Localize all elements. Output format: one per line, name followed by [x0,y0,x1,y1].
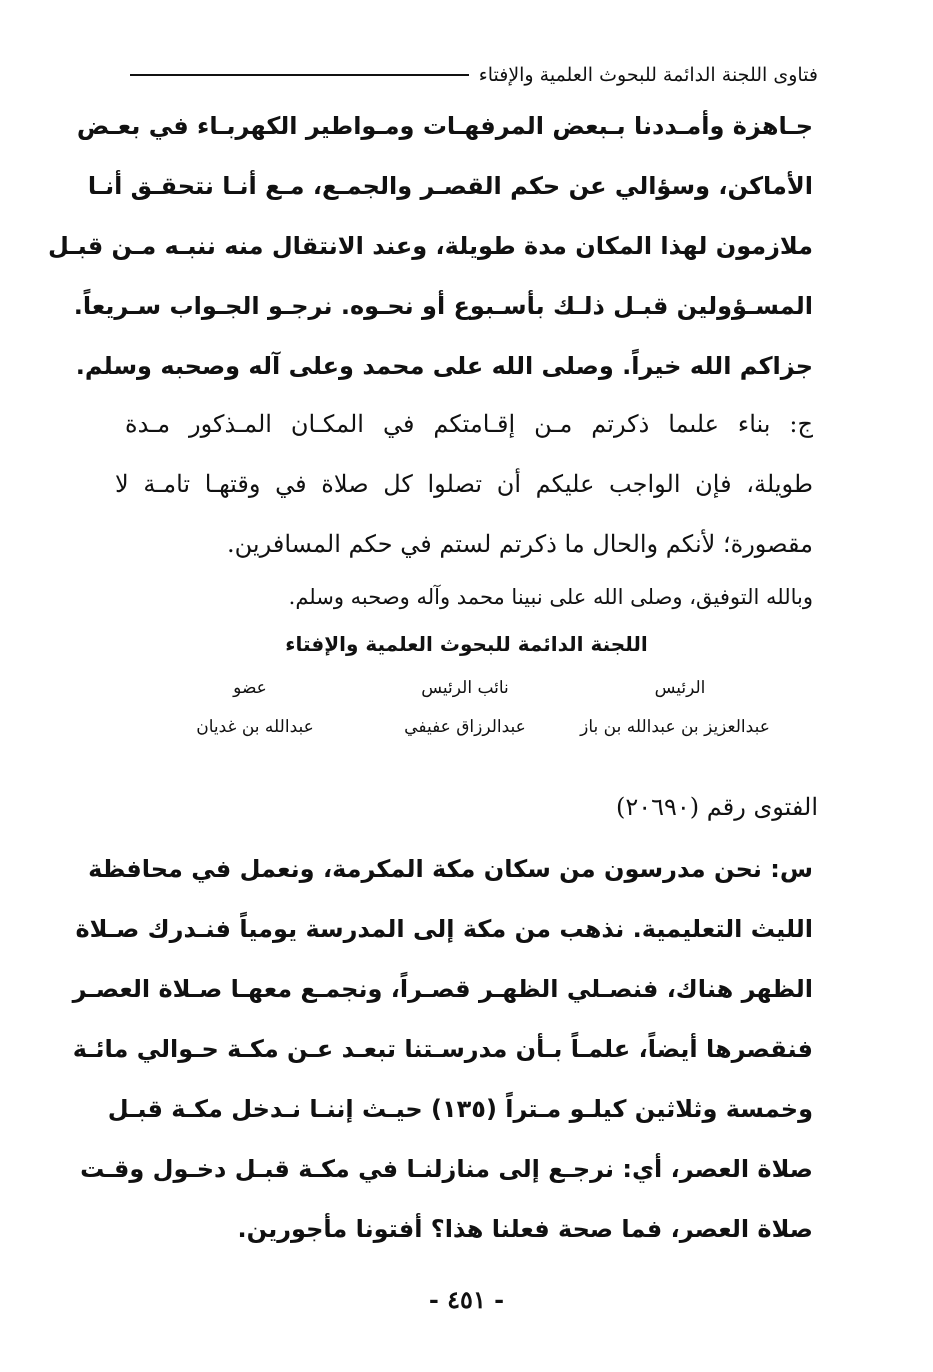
signature-titles [150,678,780,698]
question1-line: جزاكم الله خيراً. وصلى الله على محمد وعلى آله وصحبه وسلم. [75,352,813,380]
question1-line: جـاهزة وأمـددنا بـبعض المرفهـات ومـواطير الكهربـاء في بعـض [76,112,813,140]
signature-names [150,717,780,737]
question2-line: صلاة العصر، أي: نرجـع إلى منازلنـا في مكـة قبـل دخـول وقـت [80,1155,813,1183]
title-vice-president: نائب الرئيس [421,678,509,698]
answer1-line: ج: بناء علىما ذكرتم مـن إقـامتكم في المكـان المـذكور مـدة [125,410,813,438]
closing-blessing: وبالله التوفيق، وصلى الله على نبينا محمد وآله وصحبه وسلم. [288,585,813,609]
question1-line: المسـؤولين قبـل ذلـك بأسـبوع أو نحـوه. نرجـو الجـواب سـريعاً. [73,292,813,320]
question2-line: الليث التعليمية. نذهب من مكة إلى المدرسة يومياً فنـدرك صـلاة [75,915,813,943]
title-president: الرئيس [654,678,706,698]
name-member: عبدالله بن غديان [196,717,314,737]
name-president: عبدالعزيز بن عبدالله بن باز [580,717,770,737]
answer1-line: طويلة، فإن الواجب عليكم أن تصلوا كل صلاة في وقتهـا تامـة لا [115,470,813,498]
question2-line: صلاة العصر، فما صحة فعلنا هذا؟ أفتونا مأجورين. [237,1215,813,1243]
header-title: فتاوى اللجنة الدائمة للبحوث العلمية والإفتاء [478,64,818,86]
question2-line: الظهر هناك، فنصـلي الظهـر قصـراً، ونجمـع معهـا صـلاة العصـر [72,975,813,1003]
question1-line: ملازمون لهذا المكان مدة طويلة، وعند الانتقال منه ننبـه مـن قبـل [48,232,813,260]
fatwa-number: الفتوى رقم (٢٠٦٩٠) [615,793,818,821]
running-header [130,58,818,92]
answer1-line: مقصورة؛ لأنكم والحال ما ذكرتم لستم في حكم المسافرين. [227,530,813,558]
question2-line: س: نحن مدرسون من سكان مكة المكرمة، ونعمل في محافظة [88,855,813,883]
question2-line: وخمسة وثلاثين كيلـو مـتراً (١٣٥) حيـث إننـا نـدخل مكـة قبـل [107,1095,813,1123]
header-rule [130,74,469,76]
title-member: عضو [233,678,267,698]
question2-line: فنقصرها أيضاً، علمـاً بـأن مدرسـتنا تبعـد عـن مكـة حـوالي مائـة [72,1035,813,1063]
question1-line: الأماكن، وسؤالي عن حكم القصـر والجمـع، مـع أنـا نتحقـق أنـا [87,172,813,200]
committee-name: اللجنة الدائمة للبحوث العلمية والإفتاء [285,632,648,656]
page-number: - ٤٥١ - [428,1285,505,1314]
name-vice-president: عبدالرزاق عفيفي [404,717,526,737]
